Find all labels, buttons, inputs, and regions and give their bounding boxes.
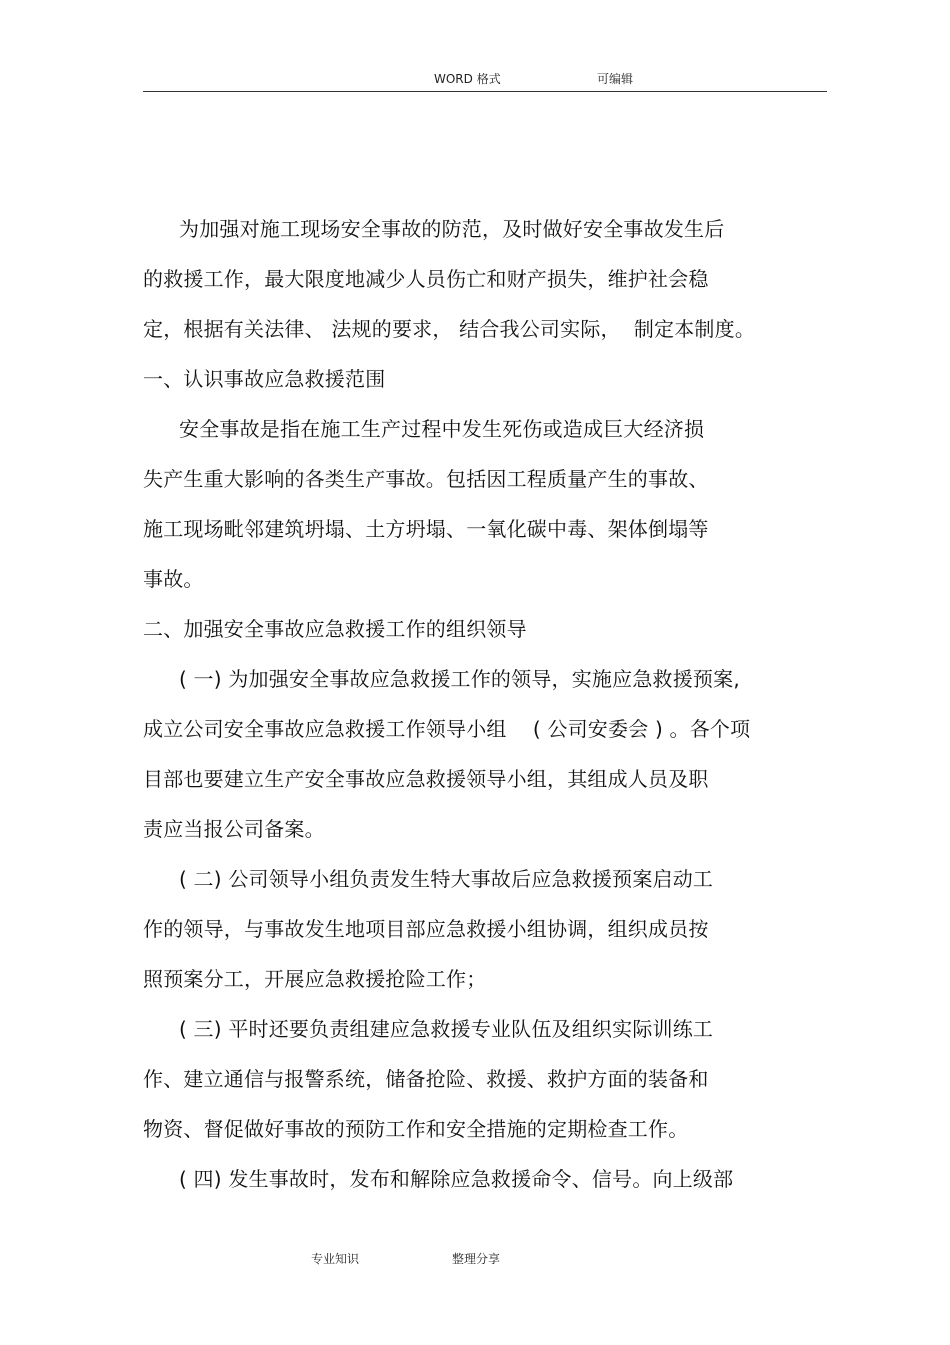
header-format-label: WORD 格式 [434, 72, 501, 86]
text-line: ( 二) 公司领导小组负责发生特大事故后应急救援预案启动工 [179, 867, 714, 891]
header-divider [143, 91, 827, 92]
text-line: 一、认识事故应急救援范围 [143, 367, 386, 391]
text-line: 照预案分工，开展应急救援抢险工作； [143, 967, 487, 991]
text-line: 成立公司安全事故应急救援工作领导小组 ( 公司安委会 ) 。各个项 [143, 717, 751, 741]
footer-right-label: 整理分享 [452, 1252, 501, 1266]
header-editable-label: 可编辑 [597, 72, 634, 86]
text-line: 目部也要建立生产安全事故应急救援领导小组，其组成人员及职 [143, 767, 709, 791]
text-line: ( 四) 发生事故时，发布和解除应急救援命令、信号。向上级部 [179, 1167, 734, 1191]
text-line: 为加强对施工现场安全事故的防范，及时做好安全事故发生后 [179, 217, 725, 241]
text-line: 施工现场毗邻建筑坍塌、土方坍塌、一氧化碳中毒、架体倒塌等 [143, 517, 709, 541]
text-line: 失产生重大影响的各类生产事故。包括因工程质量产生的事故、 [143, 467, 709, 491]
text-line: ( 三) 平时还要负责组建应急救援专业队伍及组织实际训练工 [179, 1017, 714, 1041]
text-line: 责应当报公司备案。 [143, 817, 325, 841]
document-body [143, 213, 833, 1213]
text-line: 物资、督促做好事故的预防工作和安全措施的定期检查工作。 [143, 1117, 689, 1141]
footer-left-label: 专业知识 [311, 1252, 360, 1266]
text-line: 作的领导，与事故发生地项目部应急救援小组协调，组织成员按 [143, 917, 709, 941]
text-line: 事故。 [143, 567, 204, 591]
text-line: 二、加强安全事故应急救援工作的组织领导 [143, 617, 527, 641]
text-line: 的救援工作，最大限度地减少人员伤亡和财产损失，维护社会稳 [143, 267, 709, 291]
text-line: 安全事故是指在施工生产过程中发生死伤或造成巨大经济损 [179, 417, 705, 441]
text-line: ( 一) 为加强安全事故应急救援工作的领导，实施应急救援预案, [179, 667, 740, 691]
page-header [0, 70, 950, 90]
text-line: 定，根据有关法律、 法规的要求， 结合我公司实际， 制定本制度。 [143, 317, 756, 341]
text-line: 作、建立通信与报警系统，储备抢险、救援、救护方面的装备和 [143, 1067, 709, 1091]
